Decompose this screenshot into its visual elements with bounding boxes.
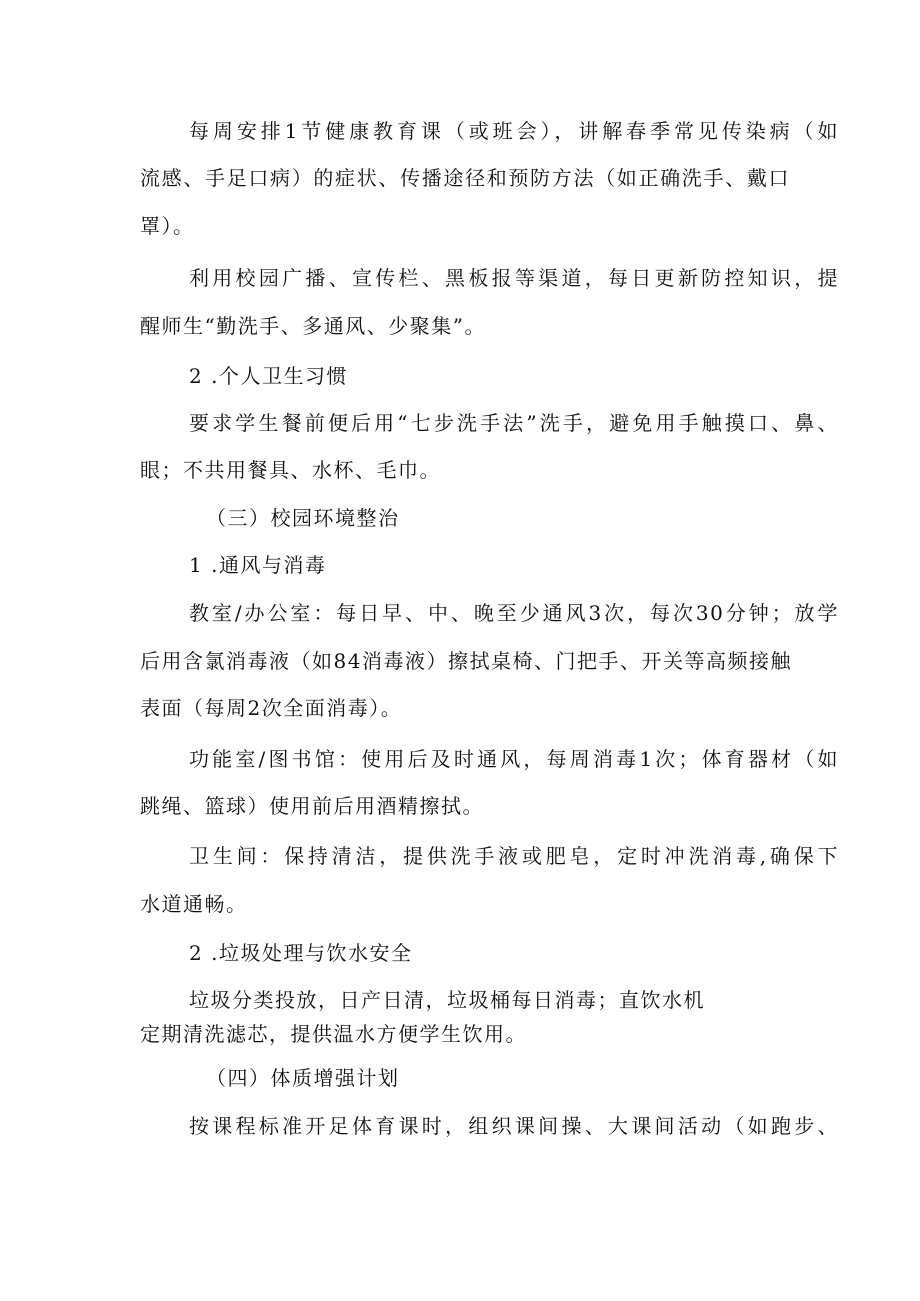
section-heading: 2 .个人卫生习惯: [189, 364, 348, 388]
section-heading: 2 .垃圾处理与饮水安全: [189, 941, 413, 965]
paragraph-line: 水道通畅。: [140, 892, 248, 916]
paragraph-line: 利用校园广播、宣传栏、黑板报等渠道，每日更新防控知识，提: [189, 266, 839, 290]
paragraph-line: 表面（每周2次全面消毒）。: [140, 696, 403, 720]
paragraph-line: 定期清洗滤芯，提供温水方便学生饮用。: [140, 1022, 527, 1046]
section-heading: 1 .通风与消毒: [189, 553, 327, 577]
paragraph-line: 流感、手足口病）的症状、传播途径和预防方法（如正确洗手、戴口: [140, 166, 790, 190]
paragraph-line: 后用含氯消毒液（如84消毒液）擦拭桌椅、门把手、开关等高频接触: [140, 649, 792, 673]
paragraph-line: 功能室/图书馆：使用后及时通风，每周消毒1次；体育器材（如: [189, 747, 839, 771]
paragraph-line: 教室/办公室：每日早、中、晚至少通风3次，每次30分钟；放学: [189, 601, 839, 625]
paragraph-line: 跳绳、篮球）使用前后用酒精擦拭。: [140, 794, 484, 818]
section-heading: （四）体质增强计划: [206, 1066, 400, 1090]
paragraph-line: 醒师生“勤洗手、多通风、少聚集”。: [140, 314, 486, 338]
paragraph-line: 每周安排1节健康教育课（或班会），讲解春季常见传染病（如: [189, 119, 839, 143]
section-heading: （三）校园环境整治: [206, 506, 400, 530]
paragraph-line: 要求学生餐前便后用“七步洗手法”洗手，避免用手触摸口、鼻、: [189, 411, 839, 435]
paragraph-line: 罩）。: [140, 214, 195, 238]
paragraph-line: 眼；不共用餐具、水杯、毛巾。: [140, 458, 441, 482]
paragraph-line: 垃圾分类投放，日产日清，垃圾桶每日消毒；直饮水机: [189, 988, 705, 1012]
paragraph-line: 卫生间：保持清洁，提供洗手液或肥皂，定时冲洗消毒,确保下: [189, 844, 839, 868]
paragraph-line: 按课程标准开足体育课时，组织课间操、大课间活动（如跑步、: [189, 1114, 839, 1138]
